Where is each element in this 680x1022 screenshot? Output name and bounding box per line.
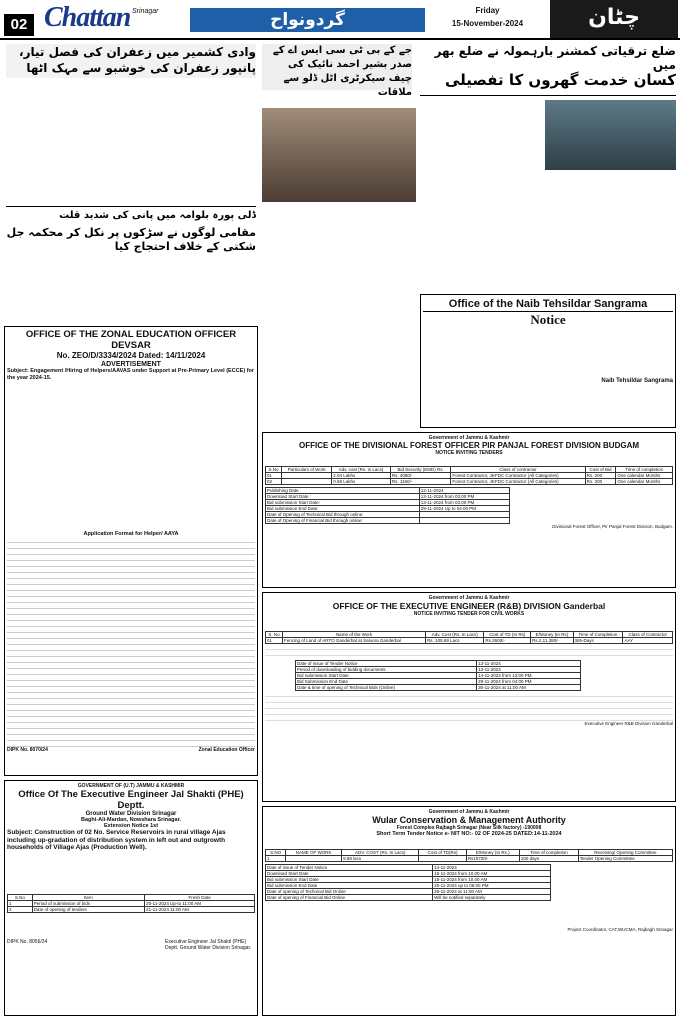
schedule-label: Date & time of opening of Technical Bids (Online) [296,685,477,691]
meeting-photo [262,108,416,202]
rb-table [265,631,673,644]
page-number: 02 [4,14,34,36]
schedule-label: Date of opening of Technical Bid Online [266,889,433,895]
schedule-label: Date of issue of Tender Notice [266,865,433,871]
forest-intro [265,456,673,466]
table-cell: 1 [266,856,286,862]
rb-sign: Executive Engineer R&B Division Ganderbal [584,721,673,726]
schedule-label: Date of Opening of Technical Bid through online: [266,512,420,518]
forest-schedule [265,487,510,524]
health-photo [545,100,676,170]
table-cell: 2.04 Lakhs [332,473,391,479]
zeo-body [7,381,255,531]
table-header: E/Money (In Rs) [531,632,573,638]
forest-sign: Divisional Forest Officer, Pir Panjal Forest Division, Budgam. [552,524,673,529]
schedule-label: Bid Submission End Date [296,679,477,685]
table-header: Cost of Bid [585,467,616,473]
table-cell: Rs.2,11,380/- [531,638,573,644]
table-cell: 100 days [519,856,578,862]
zeo-subject: Subject: Engagement /Hiring of Helpers/AAVAS under Support at Pre-Primary Level (ECCE) for the year 2024-15. [7,368,255,381]
wular-sign: Project Coordinator, CAT,WUCMA, Rajbagh Srinagar [567,927,673,932]
tehsildar-title: Office of the Naib Tehsildar Sangrama [423,297,673,312]
schedule-row [296,685,581,691]
table-cell: Rs. 200 [585,479,616,485]
wular-table [265,849,673,862]
schedule-value [419,518,509,524]
rb-conditions [265,691,673,721]
rb-gov: Government of Jammu & Kashmir [428,595,510,601]
schedule-value: 15-11-2024 from 10.00 AM [433,871,551,877]
table-cell: 9.88 lacs [342,856,419,862]
urdu-body-right [420,186,676,290]
rb-text [265,644,673,660]
schedule-label: Bid submission End Date [266,883,433,889]
wular-title: Wular Conservation & Management Authority [372,815,566,825]
table-cell: Tender Opening Committee [578,856,672,862]
urdu-logo: چٹان [550,0,678,38]
phe-title: Office Of The Executive Engineer Jal Shakti (PHE) Deptt. [18,789,244,811]
phe-subject: Subject: Construction of 02 No. Service Reservoirs in rural village Ajas including up-gradation of distribution system in left out and outgrowth households of Village Ajas (Production Well). [7,829,226,851]
phe-th: Fresh Date [145,894,255,900]
water-kicker: ڈلی پورہ بلوامہ میں پانی کی شدید قلت [59,210,256,221]
schedule-row [266,518,510,524]
section-title: گردونواح [190,8,425,32]
phe-td: Date of opening of tenders [32,906,144,912]
phe-td: 2 [8,906,33,912]
table-row [266,479,673,485]
wular-notice [262,806,676,1016]
schedule-value: 12-11-2024 [419,488,509,494]
tehsildar-sign: Naib Tehsildar Sangrama [601,378,673,384]
saffron-headline: وادی کشمیر میں زعفران کی فصل تیار، پانپور زعفران کی خوشبو سے مہک اٹھا [6,44,256,78]
rb-title: OFFICE OF THE EXECUTIVE ENGINEER (R&B) DIVISION Ganderbal [332,601,606,611]
phe-table [7,894,255,913]
place-label: Srinagar [132,8,159,15]
table-cell: 0.58 Lakhs [332,479,391,485]
table-cell: Rs19720/- [466,856,519,862]
table-header: Particulars of Work [281,467,331,473]
table-header: Adv. Cost (Rs. In Lacs) [426,632,484,638]
table-cell: Rs. 4080/- [390,473,451,479]
table-header: S. No [266,632,283,638]
day: Friday [475,6,500,15]
zeo-notice [4,326,258,776]
saffron-body [6,80,256,204]
table-cell [286,856,342,862]
schedule-value: 25-11-2024 up to 06:00 PM [433,883,551,889]
zeo-number: No. ZEO/D/3334/2024 Dated: 14/11/2024 [56,351,206,360]
schedule-label: Period of downloading of bidding documents [296,667,477,673]
schedule-value: 14-11-2024 [433,865,551,871]
schedule-value: 13-11-2024 from 03.00 PM [419,494,509,500]
zeo-form-title: Application Format for Helper/ AAYA [83,531,179,537]
table-cell: Rs.2600/- [484,638,531,644]
table-header: Name of the Work [283,632,426,638]
table-header: Class of contractor [451,467,585,473]
rb-schedule [295,660,581,691]
phe-division: Ground Water Division Srinagar [85,811,177,817]
table-cell: Forest Contractor, JKFDC Contractor (All Categories) [451,473,585,479]
wular-gov: Government of Jammu & Kashmir [428,809,510,815]
table-header: Receiving/ Opening Committee [578,850,672,856]
tehsildar-body [423,328,673,378]
phe-td: 1 [8,900,33,906]
table-cell: 365-Days [573,638,623,644]
water-headline: مقامی لوگوں نے سڑکوں پر نکل کر محکمہ جل شکتی کے خلاف احتجاج کیا [6,226,256,253]
table-header: Class of Contractor [623,632,673,638]
water-body [6,258,256,322]
table-cell [281,479,331,485]
forest-title: OFFICE OF THE DIVISIONAL FOREST OFFICER PIR PANJAL FOREST DIVISION BUDGAM [298,441,640,450]
table-cell: AAY [623,638,673,644]
schedule-label: Bid submission Start Date: [266,500,420,506]
schedule-value: Will be notified separately [433,895,551,901]
table-header: Time of Completion [573,632,623,638]
tehsildar-heading: Notice [530,312,566,327]
zeo-form [7,537,255,747]
table-cell: Rs. 1160/- [390,479,451,485]
table-header: S.No [266,467,282,473]
schedule-value: 30-11-2024 at 11:00 AM [477,685,581,691]
table-header: S.NO [266,850,286,856]
schedule-label: Download Start Date : [266,494,420,500]
schedule-value: 13-11-2024 from 03.00 PM [419,500,509,506]
phe-ext: Extension Notice 1st [103,823,159,829]
masthead [0,0,680,40]
table-cell: One calendar Months [616,479,673,485]
table-cell: Fencing of Land of ARTO Ganderbal at Saloora Ganderbal [283,638,426,644]
wular-intro [265,837,673,849]
table-cell: Rs. 200 [585,473,616,479]
zeo-title: OFFICE OF THE ZONAL EDUCATION OFFICER DEVSAR [25,329,237,351]
meeting-body [262,206,416,324]
schedule-label: Publishing Date [266,488,420,494]
schedule-label: Bid submission Start Date [296,673,477,679]
schedule-value: 29-11-2024 from 04:00 PM [477,679,581,685]
table-header: ADV. COST (Rs. In Lacs) [342,850,419,856]
rb-intro [265,617,673,631]
phe-gov: GOVERNMENT OF (U.T) JAMMU & KASHMIR [77,783,185,789]
meeting-headline: جے کے بی ٹی سی ایس اے کے صدر بشیر احمد نائیک کی چیف سیکرٹری اٹل ڈلو سے ملاقات [262,44,412,90]
schedule-row [266,895,551,901]
table-header: NAME OF WORK [286,850,342,856]
table-header: Time of completion [519,850,578,856]
date: 15-November-2024 [451,19,524,28]
zeo-adv: ADVERTISEMENT [101,361,161,368]
phe-td: Period of submission of bids [32,900,144,906]
forest-gov: Government of Jammu & Kashmir [428,435,510,441]
table-cell: One calendar Months [616,473,673,479]
schedule-label: Bid submission Start Date [266,877,433,883]
schedule-value: 13-11-2024 [477,667,581,673]
phe-th: Item [32,894,144,900]
table-header: Bid Security (EMD) Rs. [390,467,451,473]
phe-td: 20-11-2024 Up-to 11:00 AM [145,900,255,906]
zeo-officer: Zonal Education Officer [198,747,255,753]
schedule-value: 29-11-2024 Up to 04.00 PM [419,506,509,512]
schedule-label: Bid submission End Date: [266,506,420,512]
wular-sub: Forest Complex Rajbagh Srinagar (Near Silk factory) -190008 [396,825,542,831]
forest-sub: NOTICE INVITING TENDERS [435,450,503,456]
table-header: Time of completion [616,467,673,473]
table-header: Adv. cost (Rs. in Lacs) [332,467,391,473]
table-header: Cost of TD(Rs) [419,850,466,856]
zeo-dipk: DIPK No. 8070/24 [7,747,48,753]
phe-body [7,852,255,894]
table-header: E/Money (In Rs.) [466,850,519,856]
table-cell [419,856,466,862]
forest-notice [262,432,676,588]
table-row [266,856,673,862]
wular-short: Short Term Tender Notice e- NIT NO:- 02 OF 2024-25 DATED:14-11-2024 [376,831,562,837]
health-body [420,100,540,184]
paper-logo: Chattan [44,2,131,33]
health-headline: ضلع ترقیاتی کمشنر بارہمولہ نے ضلع بھر میں [434,44,676,72]
table-cell: 02 [266,479,282,485]
phe-notice [4,780,258,1016]
phe-td: 21-11-2024 11:00 AM [145,906,255,912]
schedule-value: 13-11-2024 [477,661,581,667]
phe-officer: Executive Engineer Jal Shakti (PHE) Deptt. Ground Water Division Srinagar. [165,938,252,951]
schedule-value: 26-11-2024 at 11:00 AM [433,889,551,895]
phe-address: Baghi-Ali-Mardan, Nowshara Srinagar. [81,817,181,823]
phe-note [7,913,255,939]
rb-notice [262,592,676,802]
table-cell: Forest Contractor, JKFDC Contractor (All Categories) [451,479,585,485]
health-subhead: کسان خدمت گھروں کا تفصیلی [420,66,676,96]
phe-th: S.No [8,894,33,900]
phe-dipk: DIPK No. 8056/24 [7,938,48,945]
table-header: Cost of TD (In Rs) [484,632,531,638]
table-row [266,638,673,644]
rb-sub: NOTICE INVITING TENDER FOR CIVIL WORKS [413,611,525,617]
table-cell: 01 [266,473,282,479]
schedule-value: 15-11-2024 from 10.00 AM [433,877,551,883]
schedule-label: Date of Opening of Financial Bid through online: [266,518,420,524]
tehsildar-notice [420,294,676,428]
divider [6,206,256,207]
schedule-label: Date of Issue of Tender Notice [296,661,477,667]
date-box [430,4,545,36]
wular-schedule [265,864,551,901]
forest-table [265,466,673,485]
schedule-label: Download Start Date [266,871,433,877]
table-cell: 01 [266,638,283,644]
schedule-value: 14-11-2024 from 12:00 PM. [477,673,581,679]
schedule-label: Date of opening of Financial Bid Online [266,895,433,901]
table-cell: Rs. 105.69 Lacs [426,638,484,644]
wular-note [265,901,673,927]
